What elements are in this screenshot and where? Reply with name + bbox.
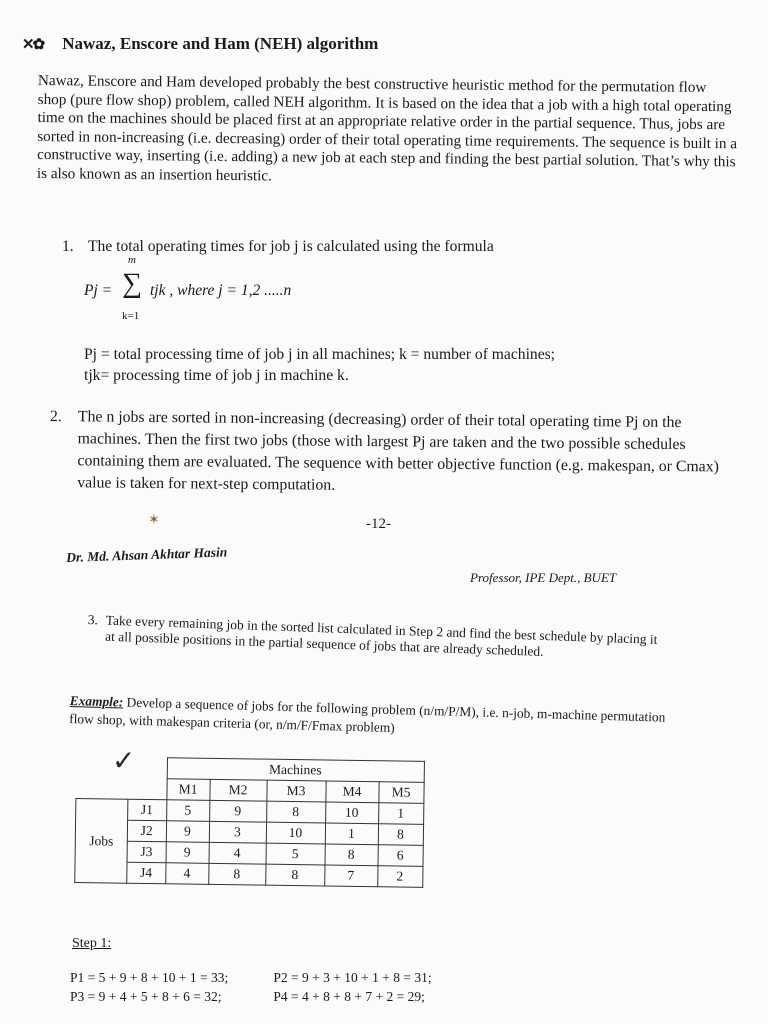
- table-cell: 8: [266, 801, 325, 823]
- p2-calc: P2 = 9 + 3 + 10 + 1 + 8 = 31;: [273, 970, 432, 985]
- checkmark-icon: ✓: [112, 746, 136, 777]
- formula: [84, 254, 424, 324]
- table-cell: 8: [265, 864, 324, 886]
- table-cell: 1: [325, 823, 378, 845]
- column-header: M1: [166, 779, 209, 801]
- table-cell: 8: [208, 863, 265, 885]
- p3-calc: P3 = 9 + 4 + 5 + 8 + 6 = 32;: [70, 989, 222, 1004]
- row-header: J3: [127, 841, 166, 863]
- row-header: J1: [128, 799, 167, 821]
- column-header: M3: [266, 780, 325, 802]
- step-3-number: 3.: [87, 612, 99, 628]
- table-row: [75, 861, 423, 887]
- column-header: M2: [209, 779, 266, 801]
- jobs-row-header: Jobs: [75, 799, 128, 884]
- example-block: [69, 692, 680, 745]
- author-name: Dr. Md. Ahsan Akhtar Hasin: [66, 544, 228, 565]
- formula-lhs: Pj =: [84, 282, 113, 299]
- step-2-number: 2.: [49, 407, 62, 426]
- table-cell: 8: [325, 844, 378, 866]
- formula-upper-limit: m: [128, 254, 136, 266]
- processing-time-table: [74, 756, 424, 888]
- table-cell: 5: [166, 800, 209, 822]
- row-header: J2: [127, 820, 166, 842]
- table-cell: 4: [209, 842, 266, 864]
- table-cell: 3: [209, 821, 266, 843]
- step-1-text: The total operating times for job j is calculated using the formula: [88, 238, 494, 255]
- table-cell: 10: [325, 802, 378, 824]
- formula-rhs: tjk , where j = 1,2 .....n: [150, 282, 292, 299]
- definition-line: tjk= processing time of job j in machine k.: [84, 367, 349, 384]
- table-cell: 8: [378, 824, 423, 846]
- example-text: Develop a sequence of jobs for the following problem (n/m/P/M), i.e. n-job, m-machine permutation flow shop, with makespan criteria (or, n/m/F/Fmax problem): [69, 694, 666, 736]
- p4-calc: P4 = 4 + 8 + 8 + 7 + 2 = 29;: [273, 989, 425, 1004]
- step-3-item: [87, 612, 668, 664]
- step-2-item: [49, 406, 744, 501]
- page-title: [22, 34, 378, 54]
- table-cell: 7: [324, 865, 377, 887]
- sigma-icon: ∑: [122, 268, 142, 299]
- table-cell: 6: [377, 845, 422, 867]
- column-header: M4: [325, 781, 378, 803]
- machines-header: Machines: [167, 758, 424, 783]
- page-number: -12-: [366, 516, 391, 532]
- step-3-text: Take every remaining job in the sorted list calculated in Step 2 and find the best schedule by placing it at all possible positions in the partial sequence of jobs that are already scheduled.: [104, 612, 658, 659]
- definitions: [84, 344, 724, 386]
- row-header: J4: [127, 862, 166, 884]
- author-affiliation: Professor, IPE Dept., BUET: [470, 570, 617, 585]
- p1-calc: P1 = 5 + 9 + 8 + 10 + 1 = 33;: [70, 970, 229, 985]
- step-1-number: 1.: [62, 238, 74, 255]
- table-cell: 9: [209, 800, 266, 822]
- table-cell: 5: [266, 843, 325, 865]
- step-1-heading: Step 1:: [72, 936, 112, 951]
- definition-line: Pj = total processing time of job j in all machines; k = number of machines;: [84, 346, 556, 363]
- intro-paragraph: Nawaz, Enscore and Ham developed probably the best constructive heuristic method for the permutation flow shop (pure flow shop) problem, called NEH algorithm. It is based on the idea that a job with a high total operating time on the machines should be placed first at an appropriate relative order in the partial sequence. Thus, jobs are sorted in non-increasing (i.e. decreasing) order of their total operating time requirements. The sequence is built in a constructive way, inserting (i.e. adding) a new job at each step and finding the best partial solution. That’s why this is also known as an insertion heuristic.: [36, 72, 738, 185]
- table-cell: 9: [166, 842, 209, 864]
- step-2-text: The n jobs are sorted in non-increasing (decreasing) order of their total operating time Pj on the machines. Then the first two jobs (those with largest Pj are taken and the two possible schedules containing them are evaluated. The sequence with better objective function (e.g. makespan, or Cmax) value is taken for next-step computation.: [77, 408, 719, 494]
- ornament-icon: ✕✿: [22, 37, 44, 53]
- formula-lower-limit: k=1: [122, 310, 140, 322]
- step-1-calculations: [70, 968, 432, 1006]
- column-header: M5: [378, 782, 423, 804]
- table-cell: 2: [377, 866, 422, 888]
- table-cell: 10: [266, 822, 325, 844]
- example-label: Example:: [69, 692, 124, 710]
- table-cell: 1: [378, 803, 423, 825]
- table-cell: 4: [165, 863, 208, 885]
- title-text: Nawaz, Enscore and Ham (NEH) algorithm: [62, 34, 379, 53]
- table-cell: 9: [166, 821, 209, 843]
- ink-smudge-icon: ✶: [148, 513, 160, 528]
